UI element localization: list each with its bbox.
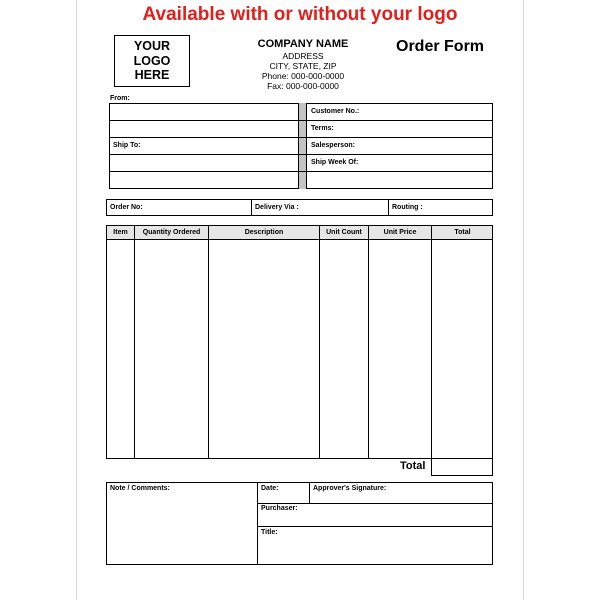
delivery-via-label: Delivery Via : [255,204,299,211]
notes-label: Note / Comments: [110,485,170,492]
parties-row-line [109,120,493,121]
column-divider [134,225,135,459]
company-city: CITY, STATE, ZIP [269,61,337,71]
ship-to-label: Ship To: [113,142,141,149]
grand-total-label: Total [400,460,426,472]
order-info-divider [251,199,252,216]
column-header-unit-price: Unit Price [383,229,417,236]
logo-line-3: HERE [134,68,170,83]
items-table [106,225,493,459]
logo-line-2: LOGO [133,53,171,68]
column-divider [319,225,320,459]
column-header-unit-count: Unit Count [326,229,362,236]
approver-signature-label: Approver's Signature: [313,485,387,492]
logo-placeholder [114,35,190,87]
title-label: Title: [261,529,278,536]
approval-divider [309,482,310,503]
company-block [245,38,361,91]
column-divider [431,225,432,459]
parties-row-line [109,171,493,172]
parties-row-line [109,137,493,138]
parties-divider [298,103,307,189]
date-label: Date: [261,485,279,492]
customer-no-label: Customer No.: [311,108,360,115]
promo-banner: Available with or without your logo [142,4,458,25]
column-divider [208,225,209,459]
order-no-label: Order No: [110,204,143,211]
column-header-total: Total [454,229,471,236]
order-info-bar [106,199,493,216]
routing-label: Routing : [392,204,423,211]
from-label: From: [110,95,130,102]
company-name: COMPANY NAME [257,38,349,50]
column-header-description: Description [244,229,284,236]
company-phone: Phone: 000-000-0000 [261,71,345,81]
logo-line-1: YOUR [133,39,171,54]
order-info-divider [388,199,389,216]
form-title: Order Form [396,38,485,55]
approval-row-line [257,526,493,527]
parties-row-line [109,154,493,155]
terms-label: Terms: [311,125,334,132]
column-header-item: Item [113,229,128,236]
column-header-quantity: Quantity Ordered [142,229,201,236]
company-address: ADDRESS [282,51,324,61]
company-fax: Fax: 000-000-0000 [267,81,339,91]
column-divider [368,225,369,459]
salesperson-label: Salesperson: [311,142,355,149]
grand-total-field[interactable] [431,458,493,476]
notes-box[interactable] [106,482,258,565]
approval-box [257,482,493,565]
ship-week-label: Ship Week Of: [311,159,359,166]
purchaser-label: Purchaser: [261,505,298,512]
approval-row-line [257,503,493,504]
